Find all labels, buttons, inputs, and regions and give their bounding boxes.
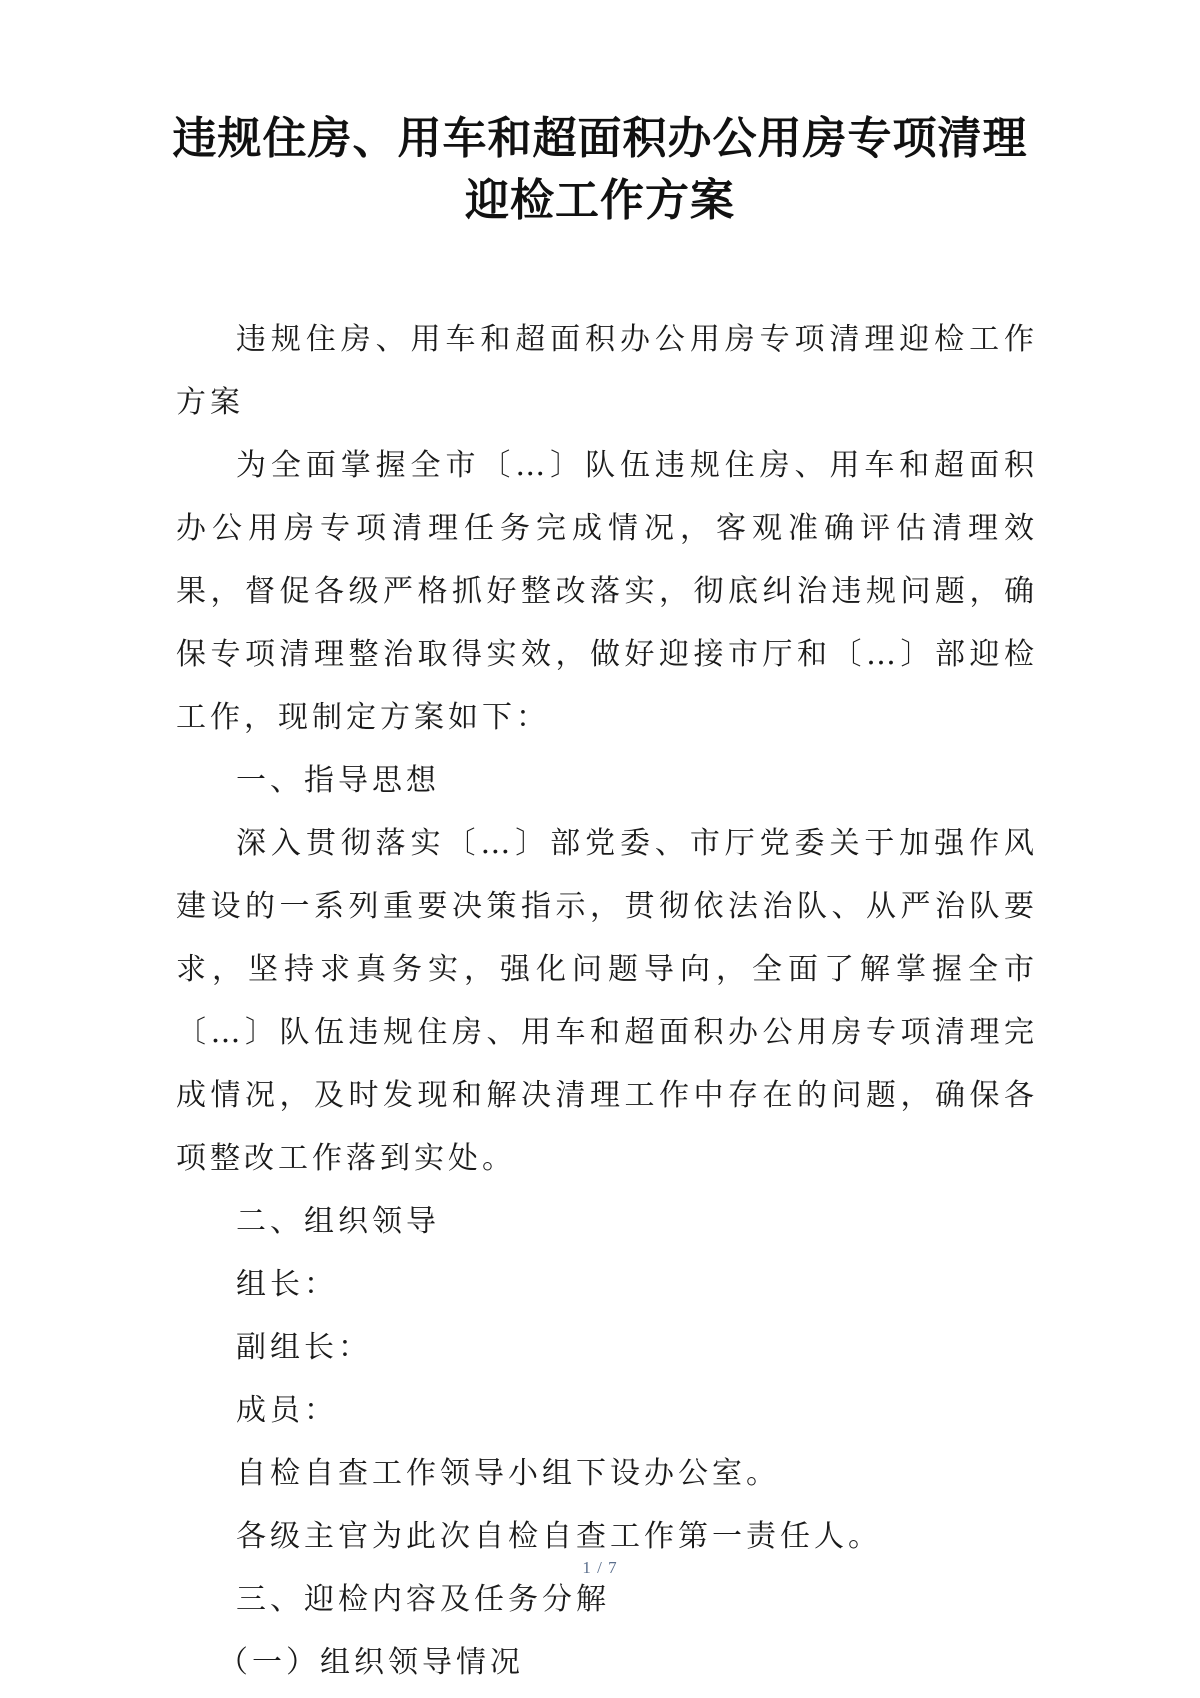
paragraph-guiding-thought: 深入贯彻落实〔…〕部党委、市厅党委关于加强作风建设的一系列重要决策指示，贯彻依法治队、从严治队要求，坚持求真务实，强化问题导向，全面了解掌握全市〔…〕队伍违规住房、用车和超面积办公用房专项清理完成情况，及时发现和解决清理工作中存在的问题，确保各项整改工作落到实处。 — [176, 826, 1038, 1176]
paragraph-members: 成员： — [236, 1393, 338, 1428]
section-heading-inspection-content: 三、迎检内容及任务分解 — [236, 1582, 610, 1617]
page-number: 1 / 7 — [582, 1558, 618, 1577]
paragraph-deputy-leader: 副组长： — [236, 1330, 372, 1365]
paragraph-office: 自检自查工作领导小组下设办公室。 — [236, 1456, 780, 1491]
document-body — [176, 308, 1038, 1694]
section-heading-guiding-thought: 一、指导思想 — [236, 763, 440, 798]
paragraph-repeated-title: 违规住房、用车和超面积办公用房专项清理迎检工作方案 — [176, 322, 1038, 420]
paragraph-group-leader: 组长： — [236, 1267, 338, 1302]
paragraph-introduction: 为全面掌握全市〔…〕队伍违规住房、用车和超面积办公用房专项清理任务完成情况，客观准确评估清理效果，督促各级严格抓好整改落实，彻底纠治违规问题，确保专项清理整治取得实效，做好迎接市厅和〔…〕部迎检工作，现制定方案如下： — [176, 448, 1038, 735]
paragraph-responsibility: 各级主官为此次自检自查工作第一责任人。 — [236, 1519, 882, 1554]
section-heading-organization: 二、组织领导 — [236, 1204, 440, 1239]
subsection-heading-organization-status: （一）组织领导情况 — [218, 1645, 524, 1680]
document-title-line-1: 违规住房、用车和超面积办公用房专项清理 — [172, 113, 1028, 164]
document-title — [150, 108, 1050, 232]
document-title-line-2: 迎检工作方案 — [465, 175, 735, 226]
